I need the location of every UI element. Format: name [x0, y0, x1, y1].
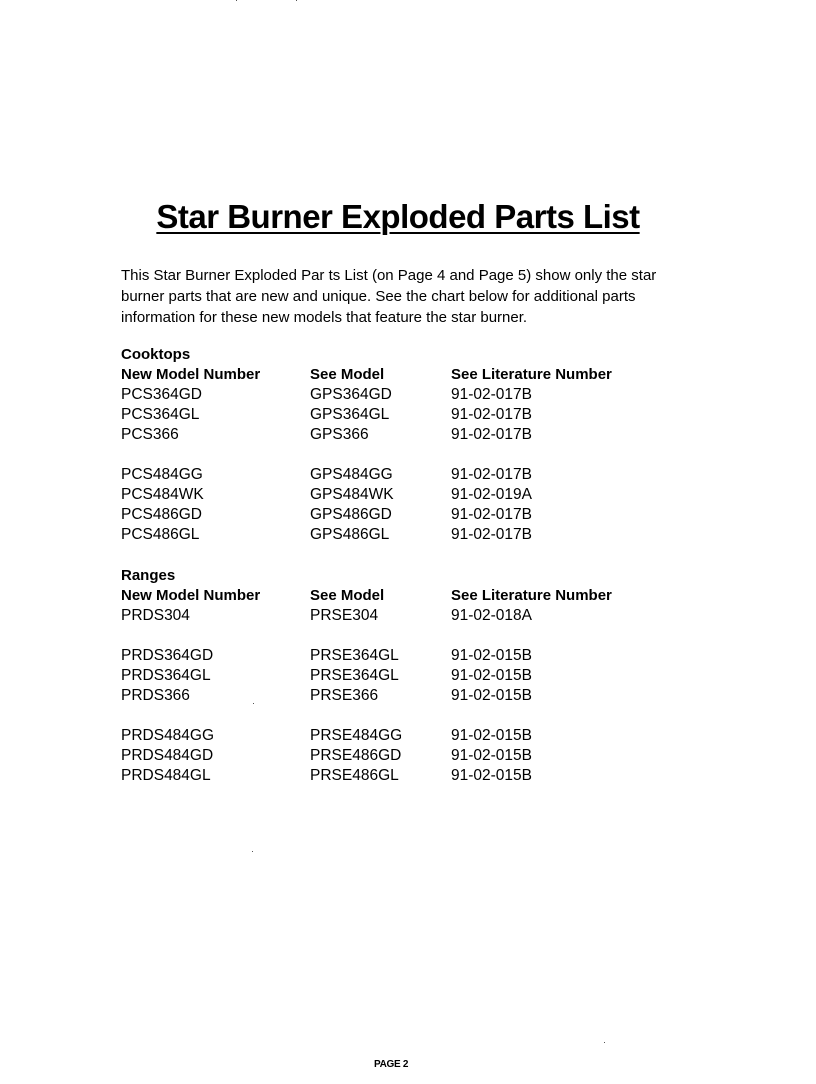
table-row [121, 385, 681, 405]
literature-number: 91-02-017B [451, 386, 533, 403]
scan-speck [604, 1042, 605, 1043]
literature-number: 91-02-015B [451, 727, 533, 744]
table-row [121, 505, 681, 525]
ranges-rows [121, 606, 681, 786]
new-model-number: PCS364GD [121, 386, 202, 403]
literature-number: 91-02-017B [451, 466, 533, 483]
table-row [121, 666, 681, 686]
intro-paragraph: This Star Burner Exploded Par ts List (on Page 4 and Page 5) show only the star burner parts that are new and unique. See the chart below for additional parts information for these new models that feature the star burner. [121, 267, 657, 326]
see-model: PRSE484GG [310, 727, 403, 744]
see-model: GPS366 [310, 426, 369, 443]
page-title: Star Burner Exploded Parts List [156, 198, 640, 235]
new-model-number: PRDS304 [121, 607, 190, 624]
ranges-heading: Ranges [121, 567, 176, 584]
new-model-number: PCS484GG [121, 466, 203, 483]
new-model-number: PRDS484GG [121, 727, 215, 744]
ranges-column-headers [121, 586, 681, 606]
see-model: GPS486GD [310, 506, 392, 523]
see-model: GPS364GL [310, 406, 390, 423]
see-model: PRSE364GL [310, 647, 399, 664]
see-model: PRSE366 [310, 687, 379, 704]
scan-speck [253, 703, 254, 704]
cooktops-section [121, 345, 681, 545]
column-header-see-model: See Model [310, 587, 385, 604]
group-spacer [121, 445, 681, 465]
see-model: PRSE364GL [310, 667, 399, 684]
table-row [121, 646, 681, 666]
new-model-number: PCS366 [121, 426, 179, 443]
group-spacer [121, 706, 681, 726]
literature-number: 91-02-019A [451, 486, 533, 503]
see-model: GPS484WK [310, 486, 394, 503]
literature-number: 91-02-017B [451, 426, 533, 443]
new-model-number: PRDS364GD [121, 647, 214, 664]
literature-number: 91-02-015B [451, 647, 533, 664]
table-row [121, 425, 681, 445]
literature-number: 91-02-018A [451, 607, 533, 624]
column-header-literature: See Literature Number [451, 366, 612, 383]
see-model: PRSE486GL [310, 767, 399, 784]
table-row [121, 606, 681, 626]
table-row [121, 726, 681, 746]
see-model: GPS486GL [310, 526, 390, 543]
literature-number: 91-02-017B [451, 526, 533, 543]
table-row [121, 485, 681, 505]
scan-speck [236, 0, 237, 1]
page-number: PAGE 2 [374, 1059, 409, 1070]
new-model-number: PRDS364GL [121, 667, 211, 684]
see-model: GPS484GG [310, 466, 393, 483]
see-model: GPS364GD [310, 386, 392, 403]
column-header-literature: See Literature Number [451, 587, 612, 604]
column-header-new-model: New Model Number [121, 366, 261, 383]
new-model-number: PCS486GD [121, 506, 202, 523]
table-row [121, 405, 681, 425]
column-header-see-model: See Model [310, 366, 385, 383]
cooktops-rows [121, 385, 681, 545]
literature-number: 91-02-015B [451, 667, 533, 684]
column-header-new-model: New Model Number [121, 587, 261, 604]
literature-number: 91-02-017B [451, 406, 533, 423]
scan-speck [296, 0, 297, 1]
new-model-number: PRDS484GD [121, 747, 214, 764]
table-row [121, 465, 681, 485]
table-row [121, 746, 681, 766]
literature-number: 91-02-017B [451, 506, 533, 523]
literature-number: 91-02-015B [451, 747, 533, 764]
table-row [121, 686, 681, 706]
scan-speck [252, 851, 253, 852]
table-row [121, 766, 681, 786]
see-model: PRSE304 [310, 607, 379, 624]
literature-number: 91-02-015B [451, 767, 533, 784]
see-model: PRSE486GD [310, 747, 402, 764]
new-model-number: PRDS484GL [121, 767, 211, 784]
cooktops-heading: Cooktops [121, 346, 191, 363]
new-model-number: PRDS366 [121, 687, 190, 704]
new-model-number: PCS364GL [121, 406, 200, 423]
new-model-number: PCS486GL [121, 526, 200, 543]
new-model-number: PCS484WK [121, 486, 204, 503]
table-row [121, 525, 681, 545]
ranges-section [121, 566, 681, 786]
literature-number: 91-02-015B [451, 687, 533, 704]
cooktops-column-headers [121, 365, 681, 385]
group-spacer [121, 626, 681, 646]
